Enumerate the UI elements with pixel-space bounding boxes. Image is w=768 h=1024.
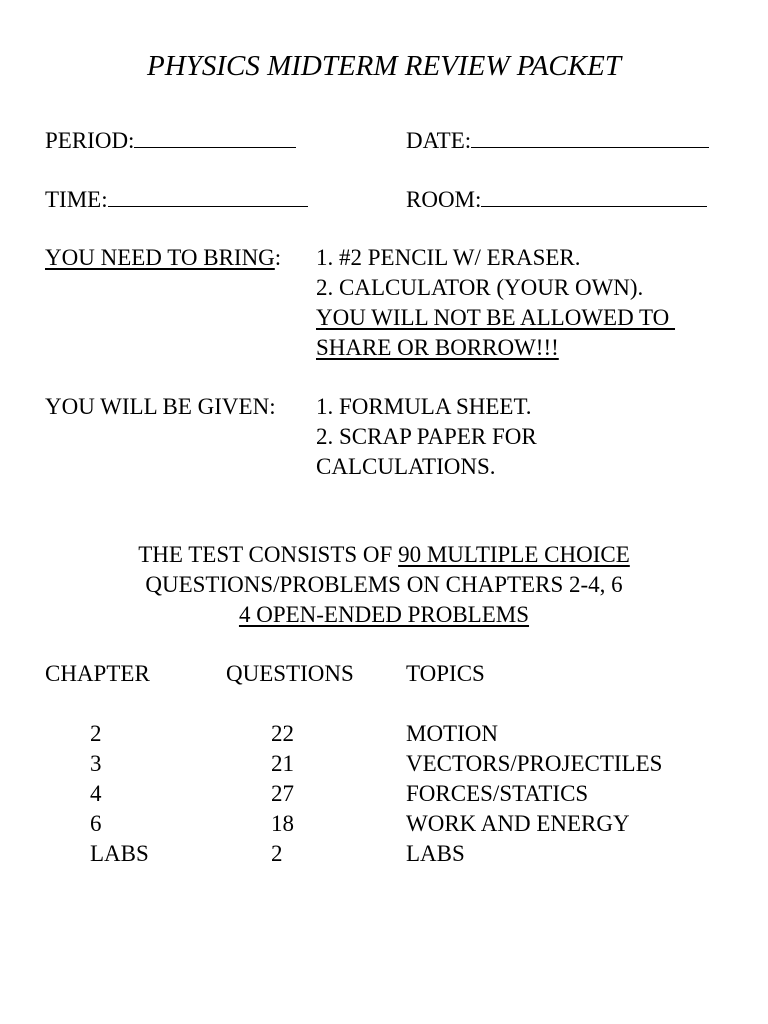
row-topic: FORCES/STATICS	[406, 781, 589, 806]
row-questions: 21	[271, 751, 294, 776]
row-chapter: LABS	[90, 841, 149, 866]
room-field	[406, 184, 707, 215]
bring-heading	[45, 243, 281, 273]
bring-item-1: 1. #2 PENCIL W/ ERASER.	[316, 245, 581, 270]
bring-warning-2: SHARE OR BORROW!!!	[316, 335, 559, 360]
bring-label: YOU NEED TO BRING	[45, 245, 275, 270]
test-line-1-underlined: 90 MULTIPLE CHOICE	[398, 542, 630, 567]
bring-warning-1: YOU WILL NOT BE ALLOWED TO	[316, 305, 676, 330]
row-questions: 22	[271, 721, 294, 746]
period-blank[interactable]	[134, 125, 296, 148]
time-blank[interactable]	[108, 184, 308, 207]
room-blank[interactable]	[481, 184, 707, 207]
page-title: PHYSICS MIDTERM REVIEW PACKET	[147, 50, 621, 82]
row-questions: 18	[271, 811, 294, 836]
given-item-1: 1. FORMULA SHEET.	[316, 394, 532, 419]
test-line-1	[0, 540, 768, 570]
row-chapter: 3	[90, 751, 102, 776]
date-blank[interactable]	[471, 125, 709, 148]
header-questions: QUESTIONS	[226, 661, 354, 686]
row-topic: LABS	[406, 841, 465, 866]
date-label: DATE:	[406, 128, 472, 153]
row-topic: VECTORS/PROJECTILES	[406, 751, 663, 776]
row-questions: 2	[271, 841, 283, 866]
date-field	[406, 125, 709, 156]
bring-item-2: 2. CALCULATOR (YOUR OWN).	[316, 275, 644, 300]
time-field	[45, 184, 308, 215]
test-line-3	[0, 600, 768, 630]
header-chapter: CHAPTER	[45, 661, 150, 686]
given-item-2: 2. SCRAP PAPER FOR	[316, 424, 537, 449]
given-item-2-cont: CALCULATIONS.	[316, 454, 496, 479]
test-line-1-prefix: THE TEST CONSISTS OF	[138, 542, 399, 567]
row-topic: WORK AND ENERGY	[406, 811, 630, 836]
row-chapter: 4	[90, 781, 102, 806]
room-label: ROOM:	[406, 187, 482, 212]
test-line-2: QUESTIONS/PROBLEMS ON CHAPTERS 2-4, 6	[145, 572, 623, 597]
row-questions: 27	[271, 781, 294, 806]
period-field	[45, 125, 296, 156]
header-topics: TOPICS	[406, 661, 485, 686]
row-chapter: 2	[90, 721, 102, 746]
time-label: TIME:	[45, 187, 108, 212]
row-chapter: 6	[90, 811, 102, 836]
row-topic: MOTION	[406, 721, 498, 746]
bring-colon: :	[274, 245, 282, 270]
period-label: PERIOD:	[45, 128, 135, 153]
test-line-3-text: 4 OPEN-ENDED PROBLEMS	[238, 602, 530, 627]
given-label: YOU WILL BE GIVEN:	[45, 394, 276, 419]
